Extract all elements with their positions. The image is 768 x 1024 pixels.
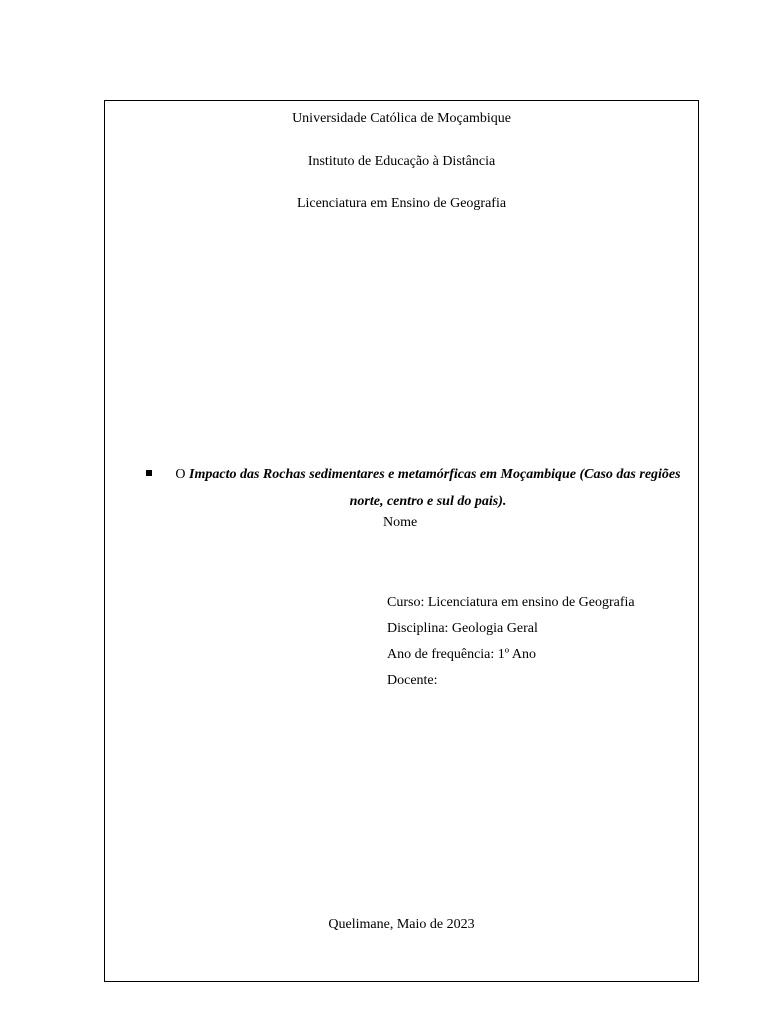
teacher-line: Docente: [387,673,438,688]
year-line: Ano de frequência: 1º Ano [387,647,536,662]
university-name: Universidade Católica de Moçambique [292,111,511,126]
course-info [387,590,635,694]
title-prefix: O [175,467,190,482]
author-name-label: Nome [383,515,418,530]
document-title [146,461,686,515]
degree-name: Licenciatura em Ensino de Geografia [296,196,507,211]
discipline-line: Disciplina: Geologia Geral [387,621,538,636]
title-main: Impacto das Rochas sedimentares e metamórficas em Moçambique (Caso das regiões norte, centro e sul do pais). [189,467,681,509]
institute-name: Instituto de Educação à Distância [307,154,496,169]
page-border [104,100,699,982]
square-bullet-icon [146,470,152,476]
course-line: Curso: Licenciatura em ensino de Geografia [387,595,635,610]
place-date: Quelimane, Maio de 2023 [328,917,475,932]
